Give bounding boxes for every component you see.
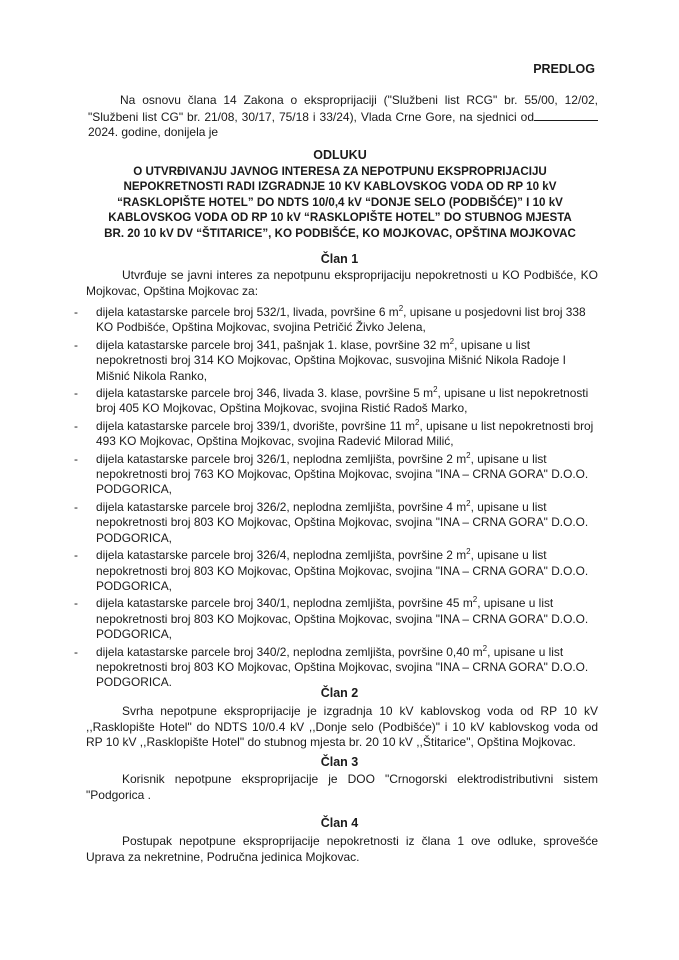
list-item: - dijela katastarske parcele broj 326/2, neplodna zemljišta, površine 4 $m^2$, upisane u list nepokretnosti broj 803 KO Mojkovac, Opština Mojkovac, svojina "INA – CRNA GORA" D.O.O. PODGORICA, xyxy=(74,498,589,545)
decision-heading: ODLUKU xyxy=(313,148,367,162)
list-item: - dijela katastarske parcele broj 326/4, neplodna zemljišta, površine 2 $m^2$, upisane u list nepokretnosti broj 803 KO Mojkovac, Opština Mojkovac, svojina "INA – CRNA GORA" D.O.O. PODGORICA, xyxy=(74,547,589,593)
title-line: BR. 20 10 kV DV “ŠTITARICE”, KO PODBIŠĆE, KO MOJKOVAC, OPŠTINA MOJKOVAC xyxy=(104,226,576,240)
preamble-text: Na osnovu člana 14 Zakona o eksproprijaciji ("Službeni list RCG" br. 55/00, 12/02, "Službeni list CG" br. 21/08, 30/17, 75/18 i 33/24), Vlada Crne Gore, na sjednici od xyxy=(88,93,598,124)
list-item: - dijela katastarske parcele broj 532/1, livada, površine 6 $m^2$, upisane u posjedovni list broj 338 KO Podbišće, Opština Mojkovac, svojina Petričić Živko Jelena, xyxy=(74,304,586,335)
article-4-heading: Član 4 xyxy=(320,816,359,830)
article-3-heading: Član 3 xyxy=(320,755,359,769)
list-item: - dijela katastarske parcele broj 346, livada 3. klase, površine 5 $m^2$, upisane u list nepokretnosti broj 405 KO Mojkovac, Opština Mojkovac, svojina Ristić Radoš Marko, xyxy=(74,385,589,416)
list-item: - dijela katastarske parcele broj 326/1, neplodna zemljišta, površine 2 $m^2$, upisane u list nepokretnosti broj 763 KO Mojkovac, Opština Mojkovac, svojina "INA – CRNA GORA" D.O.O. PODGORICA, xyxy=(74,450,589,497)
title-line: NEPOKRETNOSTI RADI IZGRADNJE 10 KV KABLOVSKOG VODA OD RP 10 kV xyxy=(123,180,557,194)
date-blank-line xyxy=(534,109,598,121)
article-1-heading: Član 1 xyxy=(320,252,359,266)
preamble-text-end: 2024. godine, donijela je xyxy=(88,125,219,139)
article-2-heading: Član 2 xyxy=(320,686,359,700)
title-line: “RASKLOPIŠTE HOTEL” DO NDTS 10/0,4 kV “DONJE SELO (PODBIŠĆE)” I 10 kV xyxy=(117,195,563,209)
preamble xyxy=(88,93,598,141)
list-item: - dijela katastarske parcele broj 341, pašnjak 1. klase, površine 32 $m^2$, upisane u list nepokretnosti broj 314 KO Mojkovac, Opština Mojkovac, susvojina Mišnić Nikola Radoje I Mišnić Nikola Ranko, xyxy=(74,336,566,383)
article-2-text: Svrha nepotpune eksproprijacije je izgradnja 10 kV kablovskog voda od RP 10 kV ,,Rasklopište Hotel" do NDTS 10/0.4 kV ,,Donje selo (Podbišće)" i 10 kV kablovskog voda od RP 10 kV ,,Rasklopište Hotel" do stubnog mjesta br. 20 10 kV ,,Štitarice", Opština Mojkovac. xyxy=(86,704,598,749)
article-3-text: Korisnik nepotpune eksproprijacije je DOO "Crnogorski elektrodistributivni sistem "Podgorica . xyxy=(86,772,598,802)
parcel-list xyxy=(72,305,598,693)
article-1-text: Utvrđuje se javni interes za nepotpunu eksproprijaciju nepokretnosti u KO Podbišće, KO Mojkovac, Opština Mojkovac za: xyxy=(86,268,598,298)
article-4-text: Postupak nepotpune eksproprijacije nepokretnosti iz člana 1 ove odluke, sprovešće Uprava za nekretnine, Područna jedinica Mojkovac. xyxy=(86,834,598,864)
title-line: O UTVRĐIVANJU JAVNOG INTERESA ZA NEPOTPUNU EKSPROPRIJACIJU xyxy=(133,164,547,178)
list-item: - dijela katastarske parcele broj 340/1, neplodna zemljišta, površine 45 $m^2$, upisane u list nepokretnosti broj 803 KO Mojkovac, Opština Mojkovac, svojina "INA – CRNA GORA" D.O.O. PODGORICA, xyxy=(74,595,589,642)
list-item: - dijela katastarske parcele broj 340/2, neplodna zemljišta, površine 0,40 $m^2$, upisane u list nepokretnosti broj 803 KO Mojkovac, Opština Mojkovac, svojina "INA – CRNA GORA" D.O.O. PODGORICA. xyxy=(74,643,589,690)
proposal-label: PREDLOG xyxy=(533,62,595,76)
list-item: - dijela katastarske parcele broj 339/1, dvorište, površine 11 $m^2$, upisane u list nepokretnosti broj 493 KO Mojkovac, Opština Mojkovac, svojina Radević Milorad Milić, xyxy=(74,417,594,449)
decision-title xyxy=(60,148,620,242)
title-line: KABLOVSKOG VODA OD RP 10 kV “RASKLOPIŠTE HOTEL” DO STUBNOG MJESTA xyxy=(108,211,572,225)
